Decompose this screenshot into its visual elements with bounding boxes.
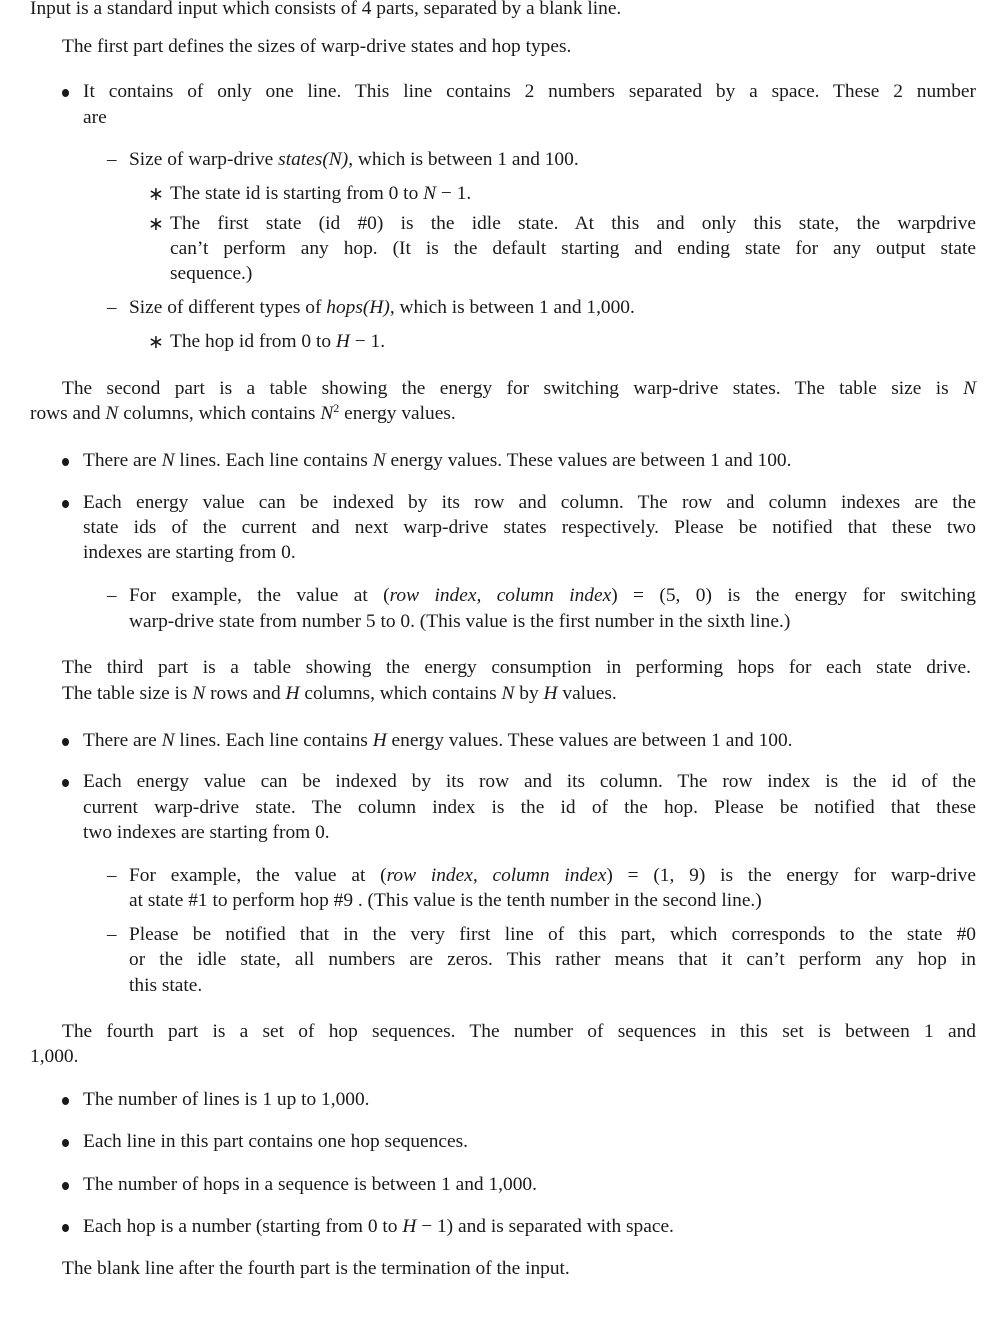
part3-paragraph-line-2 <box>62 682 617 706</box>
part2-paragraph-line-2 <box>30 402 456 426</box>
part3-example-2-line-3: this state. <box>129 975 203 996</box>
part3-bullet-2-line-2: current warp-drive state. The column index is the id of the hop. Please be notified that these <box>83 797 976 818</box>
dash-marker: – <box>107 865 117 886</box>
part3-para-math: H <box>543 683 558 704</box>
part2-b1-text: There are <box>83 450 162 471</box>
states-var: (N) <box>322 149 349 170</box>
dash-marker: – <box>107 149 117 170</box>
hop-id-item <box>170 330 385 354</box>
part2-b1-math: N <box>161 450 175 471</box>
dash-marker: – <box>107 297 117 318</box>
dash-marker: – <box>107 924 117 945</box>
part3-bullet-2-line-3: two indexes are starting from 0. <box>83 822 330 843</box>
state-id-item <box>170 182 471 206</box>
part2-b1-math: N <box>372 450 386 471</box>
bullet-marker <box>62 1097 69 1105</box>
states-size-post: , which is between 1 and 100. <box>348 149 579 170</box>
states-size-text: Size of warp-drive <box>129 149 279 170</box>
bullet-marker <box>62 500 69 508</box>
part2-para-math: N <box>963 378 976 399</box>
part3-bullet-1 <box>83 729 793 753</box>
part3-example-1-line-2: at state #1 to perform hop #9 . (This value is the tenth number in the second line.) <box>129 890 762 911</box>
star-marker: ∗ <box>148 332 164 353</box>
part3-para-math: N <box>501 683 515 704</box>
part1-bullet-line-2: are <box>83 107 107 128</box>
part3-example-2-line-2: or the idle state, all numbers are zeros. This rather means that it can’t perform any hop in <box>129 949 976 970</box>
bullet-marker <box>62 1182 69 1190</box>
state-id-math: N <box>423 183 437 204</box>
part2-example-text: ) = (5, 0) is the energy for switching <box>611 585 976 606</box>
part3-b1-text: There are <box>83 730 162 751</box>
part2-para-text: columns, which contains <box>118 403 321 424</box>
bullet-marker <box>62 779 69 787</box>
part2-para-math: N <box>320 403 334 424</box>
part2-example-text: For example, the value at ( <box>129 585 390 606</box>
part2-b1-text: energy values. These values are between 1 and 100. <box>385 450 792 471</box>
bullet-marker <box>62 89 69 97</box>
first-state-line-1: The first state (id #0) is the idle state. At this and only this state, the warpdrive <box>170 213 976 234</box>
part2-para-sup: 2 <box>333 401 340 415</box>
hops-size-post: , which is between 1 and 1,000. <box>389 297 635 318</box>
dash-marker: – <box>107 585 117 606</box>
part2-example-line-1 <box>129 584 976 608</box>
star-marker: ∗ <box>148 214 164 235</box>
part3-example-1-line-1 <box>129 864 976 888</box>
part3-para-text: by <box>514 683 544 704</box>
bullet-marker <box>62 1224 69 1232</box>
part2-para-math: N <box>105 403 119 424</box>
states-size-item <box>129 148 579 172</box>
intro-text: Input is a standard input which consists of 4 parts, separated by a blank line. <box>30 0 622 19</box>
part3-b1-math: N <box>161 730 175 751</box>
bullet-marker <box>62 738 69 746</box>
states-word: states <box>278 149 323 170</box>
hop-id-text: The hop id from 0 to <box>170 331 336 352</box>
part3-example-math: row index, column index <box>386 865 607 886</box>
part3-b1-text: energy values. These values are between 1 and 100. <box>386 730 793 751</box>
part3-example-2-line-1: Please be notified that in the very first line of this part, which corresponds to the state #0 <box>129 924 976 945</box>
part4-paragraph-line-2: 1,000. <box>30 1046 79 1067</box>
part4-b4-math: H <box>402 1216 417 1237</box>
part2-example-line-2: warp-drive state from number 5 to 0. (This value is the first number in the sixth line.) <box>129 611 791 632</box>
part2-para-text: The second part is a table showing the energy for switching warp-drive states. The table size is <box>62 378 964 399</box>
star-marker: ∗ <box>148 184 164 205</box>
part3-para-text: values. <box>557 683 617 704</box>
part3-example-text: For example, the value at ( <box>129 865 387 886</box>
part3-b1-text: lines. Each line contains <box>174 730 373 751</box>
part3-bullet-2-line-1: Each energy value can be indexed by its row and its column. The row index is the id of the <box>83 771 976 792</box>
hops-size-text: Size of different types of <box>129 297 327 318</box>
part4-paragraph-line-1: The fourth part is a set of hop sequences. The number of sequences in this set is between 1 and <box>62 1021 976 1042</box>
part4-bullet-1: The number of lines is 1 up to 1,000. <box>83 1089 370 1110</box>
part3-para-text: The table size is <box>62 683 193 704</box>
part4-bullet-4 <box>83 1215 674 1239</box>
hops-var: (H) <box>362 297 390 318</box>
part4-bullet-2: Each line in this part contains one hop sequences. <box>83 1131 469 1152</box>
part3-para-math: H <box>285 683 300 704</box>
hops-size-item <box>129 296 635 320</box>
hop-id-math: H <box>335 331 350 352</box>
state-id-post: − 1. <box>436 183 472 204</box>
part2-example-math: row index, column index <box>389 585 612 606</box>
closing-paragraph: The blank line after the fourth part is the termination of the input. <box>62 1258 570 1279</box>
part1-bullet-line-1: It contains of only one line. This line contains 2 numbers separated by a space. These 2 number <box>83 81 976 102</box>
part3-b1-math: H <box>372 730 387 751</box>
part1-paragraph: The first part defines the sizes of warp-drive states and hop types. <box>62 36 572 57</box>
part3-para-math: N <box>192 683 206 704</box>
part2-bullet-2-line-1: Each energy value can be indexed by its row and column. The row and column indexes are the <box>83 492 976 513</box>
bullet-marker <box>62 1139 69 1147</box>
part3-paragraph-line-1: The third part is a table showing the energy consumption in performing hops for each state drive. <box>62 657 971 678</box>
part2-paragraph-line-1 <box>62 377 976 401</box>
part2-para-text: energy values. <box>339 403 456 424</box>
part3-para-text: rows and <box>205 683 286 704</box>
state-id-text: The state id is starting from 0 to <box>170 183 424 204</box>
part4-bullet-3: The number of hops in a sequence is between 1 and 1,000. <box>83 1174 537 1195</box>
part3-example-text: ) = (1, 9) is the energy for warp-drive <box>606 865 976 886</box>
part4-b4-text: Each hop is a number (starting from 0 to <box>83 1216 403 1237</box>
bullet-marker <box>62 458 69 466</box>
part2-bullet-1 <box>83 449 791 473</box>
part3-para-text: columns, which contains <box>299 683 502 704</box>
part2-bullet-2-line-2: state ids of the current and next warp-drive states respectively. Please be notified that these two <box>83 517 976 538</box>
first-state-line-3: sequence.) <box>170 263 253 284</box>
hops-word: hops <box>326 297 363 318</box>
part2-bullet-2-line-3: indexes are starting from 0. <box>83 542 296 563</box>
hop-id-post: − 1. <box>349 331 386 352</box>
part4-b4-text: − 1) and is separated with space. <box>416 1216 674 1237</box>
part2-b1-text: lines. Each line contains <box>174 450 373 471</box>
first-state-line-2: can’t perform any hop. (It is the default starting and ending state for any output state <box>170 238 976 259</box>
part2-para-text: rows and <box>30 403 106 424</box>
